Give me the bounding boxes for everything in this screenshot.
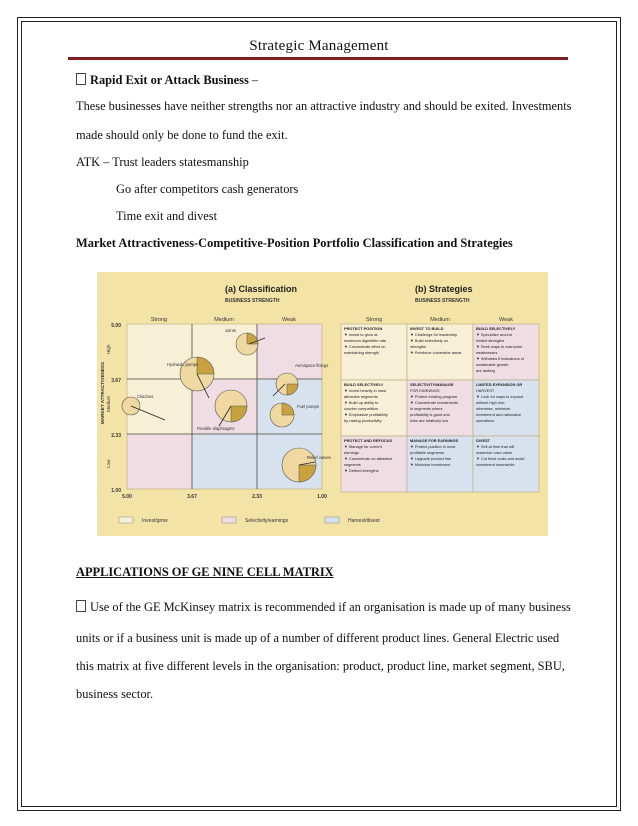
- paragraph-line: business sector.: [76, 687, 154, 701]
- strategy-cell-line: ▼ Specialize around: [476, 332, 512, 337]
- strategy-cell-line: DIVEST: [476, 438, 491, 443]
- strategy-cell-line: HARVEST: [476, 388, 495, 393]
- section-title-dash: –: [248, 73, 259, 87]
- indented-line: Time exit and divest: [116, 209, 218, 223]
- strategy-cell-line: ▼ Invest to grow at: [344, 332, 378, 337]
- strategy-cell-line: ▼ Look for ways to expand: [476, 394, 524, 399]
- strategy-cell-line: are lacking: [476, 368, 495, 373]
- classification-title: (a) Classification: [225, 284, 298, 294]
- y-tick: 2.33: [111, 433, 121, 439]
- bullet-box-icon: [76, 73, 86, 85]
- strategy-cell-line: sustainable growth: [476, 362, 509, 367]
- strategy-cell-line: without high risk;: [476, 400, 505, 405]
- strategy-cell-line: weaknesses: [476, 350, 498, 355]
- strategy-cell-line: ▼ Build up ability to: [344, 400, 379, 405]
- bubble-label: Joints: [225, 328, 236, 333]
- paragraph-line: These businesses have neither strengths nor an attractive industry and should be exited. Investments: [76, 99, 572, 113]
- x-tick: 2.33: [252, 494, 262, 500]
- business-strength-label: BUSINESS STRENGTH: [225, 298, 280, 304]
- strategy-cell-line: FOR EARNINGS: [410, 388, 440, 393]
- strategy-cell-line: ▼ Emphasize profitability: [344, 412, 388, 417]
- column-header-medium: Medium: [430, 317, 450, 323]
- strategy-cell-line: ▼ Protect position in most: [410, 444, 456, 449]
- section-heading: APPLICATIONS OF GE NINE CELL MATRIX: [76, 565, 334, 579]
- figure-heading: Market Attractiveness-Competitive-Position Portfolio Classification and Strategies: [76, 236, 513, 250]
- bubble-label: Clutches: [137, 394, 154, 399]
- strategy-cell-line: ▼ Upgrade product line: [410, 456, 452, 461]
- x-tick: 3.67: [187, 494, 197, 500]
- strategy-cell-line: risks are relatively low: [410, 418, 449, 423]
- strategy-cell-line: maximum digestible rate: [344, 338, 387, 343]
- section-title-line: [76, 73, 258, 88]
- y-tick: 5.00: [111, 323, 121, 329]
- paragraph-text: Use of the GE McKinsey matrix is recommended if an organisation is made up of many business: [90, 600, 571, 614]
- strategy-cell-line: investment and rationalize: [476, 412, 522, 417]
- strategy-cell-line: profitability is good and: [410, 412, 450, 417]
- strategy-cell-line: ▼ Concentrate on attractive: [344, 456, 393, 461]
- x-tick: 5.00: [122, 494, 132, 500]
- strategy-cell-line: strengths: [410, 344, 427, 349]
- legend-selectivity-earnings: Selectivity/earnings: [245, 518, 289, 524]
- column-header-strong: Strong: [150, 317, 168, 323]
- bubble-label: Hydraulic pumps: [167, 362, 199, 367]
- y-level-high: High: [106, 344, 111, 354]
- section-title: Rapid Exit or Attack Business: [90, 73, 249, 87]
- atk-line: ATK – Trust leaders statesmanship: [76, 155, 249, 169]
- bubble-label: Fuel pumps: [297, 404, 319, 409]
- y-tick: 3.67: [111, 378, 121, 384]
- bubble-label: Relief valves: [307, 455, 331, 460]
- strategy-cell-line: earnings: [344, 450, 359, 455]
- strategy-cell-line: ▼ Concentrate effort on: [344, 344, 386, 349]
- strategy-cell-line: SELECTIVITY/MANAGE: [410, 382, 454, 387]
- strategy-cell-line: maximize cash value: [476, 450, 513, 455]
- column-header-weak: Weak: [499, 317, 513, 323]
- strategy-cell-line: LIMITED EXPANSION OR: [476, 382, 523, 387]
- strategy-cell-line: ▼ Cut fixed costs and avoid: [476, 456, 525, 461]
- paragraph-line: this matrix at five different levels in the organisation: product, product line, market segment, SBU,: [76, 659, 565, 673]
- y-tick: 1.00: [111, 488, 121, 494]
- strategy-cell-line: ▼ Minimize investment: [410, 462, 451, 467]
- strategy-cell-line: ▼ Build selectively on: [410, 338, 449, 343]
- strategy-cell-line: profitable segments: [410, 450, 444, 455]
- strategy-cell-line: ▼ Protect existing program: [410, 394, 458, 399]
- strategy-cell-line: attractive segments: [344, 394, 378, 399]
- strategy-cell-line: segments: [344, 462, 361, 467]
- y-level-low: Low: [106, 459, 111, 468]
- bubble-label: Flexible diaphragms: [197, 426, 235, 431]
- x-tick: 1.00: [317, 494, 327, 500]
- strategy-cell-line: maintaining strength: [344, 350, 380, 355]
- strategy-cell-line: ▼ Sell at time that will: [476, 444, 515, 449]
- strategy-cell-line: otherwise, minimize: [476, 406, 511, 411]
- bullet-box-icon: [76, 600, 86, 612]
- paragraph-line: made should only be done to fund the exit.: [76, 128, 288, 142]
- portfolio-figure: [97, 272, 548, 536]
- legend-invest-grow: Invest/grow: [142, 518, 168, 524]
- strategy-cell-line: ▼ Concentrate investments: [410, 400, 458, 405]
- bubble-label: Aerospace fittings: [295, 363, 329, 368]
- strategy-cell-line: in segments where: [410, 406, 443, 411]
- paragraph-line: [76, 600, 571, 615]
- strategy-cell-line: counter competition: [344, 406, 378, 411]
- strategy-cell-line: ▼ Withdraw if indications of: [476, 356, 524, 361]
- strategy-cell-line: ▼ Challenge for leadership: [410, 332, 458, 337]
- strategy-cell-line: limited strengths: [476, 338, 505, 343]
- indented-line: Go after competitors cash generators: [116, 182, 299, 196]
- paragraph-line: units or if a business unit is made up of a number of different product lines. General Electric used: [76, 631, 560, 645]
- y-level-medium: Medium: [106, 395, 111, 412]
- strategy-cell-line: INVEST TO BUILD: [410, 326, 444, 331]
- column-header-weak: Weak: [282, 317, 296, 323]
- strategy-cell-line: ▼ Seek ways to overcome: [476, 344, 523, 349]
- page-header-title: Strategic Management: [249, 38, 389, 54]
- strategy-cell-line: PROTECT POSITION: [344, 326, 383, 331]
- strategy-cell-line: investment meanwhile: [476, 462, 515, 467]
- column-header-strong: Strong: [365, 317, 383, 323]
- strategy-cell-line: ▼ Reinforce vulnerable areas: [410, 350, 462, 355]
- portfolio-figure-svg: [97, 272, 548, 536]
- strategy-cell-line: ▼ Manage for current: [344, 444, 382, 449]
- column-header-medium: Medium: [214, 317, 234, 323]
- strategies-title: (b) Strategies: [415, 284, 473, 294]
- strategy-cell-line: MANAGE FOR EARNINGS: [410, 438, 459, 443]
- business-strength-label: BUSINESS STRENGTH: [415, 298, 470, 304]
- strategy-cell-line: BUILD SELECTIVELY: [344, 382, 384, 387]
- strategy-cell-line: PROTECT AND REFOCUS: [344, 438, 393, 443]
- strategy-cell-line: operations: [476, 418, 495, 423]
- legend-harvest-divest: Harvest/divest: [348, 518, 380, 524]
- y-axis-label: MARKET ATTRACTIVENESS: [100, 361, 105, 424]
- strategy-cell-line: BUILD SELECTIVELY: [476, 326, 516, 331]
- strategy-cell-line: by raising productivity: [344, 418, 382, 423]
- strategy-cell-line: ▼ Invest heavily in most: [344, 388, 387, 393]
- strategy-cell-line: ▼ Defend strengths: [344, 468, 379, 473]
- header-rule: [68, 57, 568, 60]
